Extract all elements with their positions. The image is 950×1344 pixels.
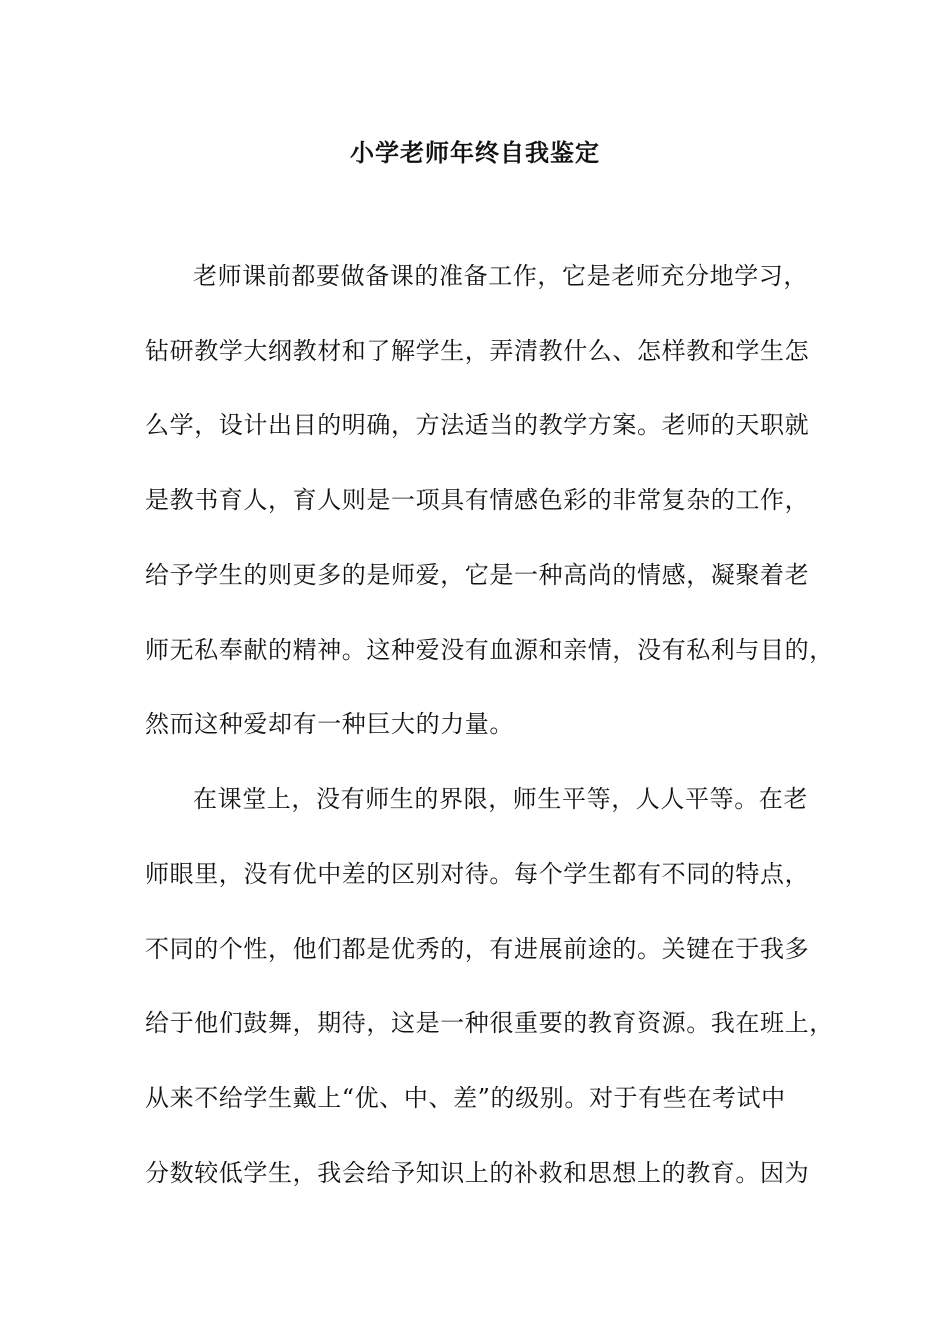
paragraph-line: 师眼里，没有优中差的区别对待。每个学生都有不同的特点， (145, 860, 810, 888)
paragraph-line: 在课堂上，没有师生的界限，师生平等，人人平等。在老 (193, 785, 808, 813)
document-title: 小学老师年终自我鉴定 (350, 138, 600, 167)
paragraph-line: 从来不给学生戴上“优、中、差”的级别。对于有些在考试中 (145, 1084, 786, 1112)
paragraph-line: 分数较低学生，我会给予知识上的补救和思想上的教育。因为 (145, 1159, 810, 1187)
paragraph-line: 老师课前都要做备课的准备工作，它是老师充分地学习， (193, 262, 808, 290)
paragraph-line: 不同的个性，他们都是优秀的，有进展前途的。关键在于我多 (145, 935, 810, 963)
paragraph-line: 然而这种爱却有一种巨大的力量。 (145, 710, 514, 738)
paragraph-line: 给于他们鼓舞，期待，这是一种很重要的教育资源。我在班上， (145, 1009, 834, 1037)
paragraph-line: 师无私奉献的精神。这种爱没有血源和亲情，没有私利与目的， (145, 636, 834, 664)
paragraph-line: 钻研教学大纲教材和了解学生，弄清教什么、怎样教和学生怎 (145, 337, 810, 365)
paragraph-line: 么学，设计出目的明确，方法适当的教学方案。老师的天职就 (145, 411, 810, 439)
paragraph-line: 给予学生的则更多的是师爱，它是一种高尚的情感，凝聚着老 (145, 561, 810, 589)
paragraph-line: 是教书育人，育人则是一项具有情感色彩的非常复杂的工作， (145, 486, 810, 514)
